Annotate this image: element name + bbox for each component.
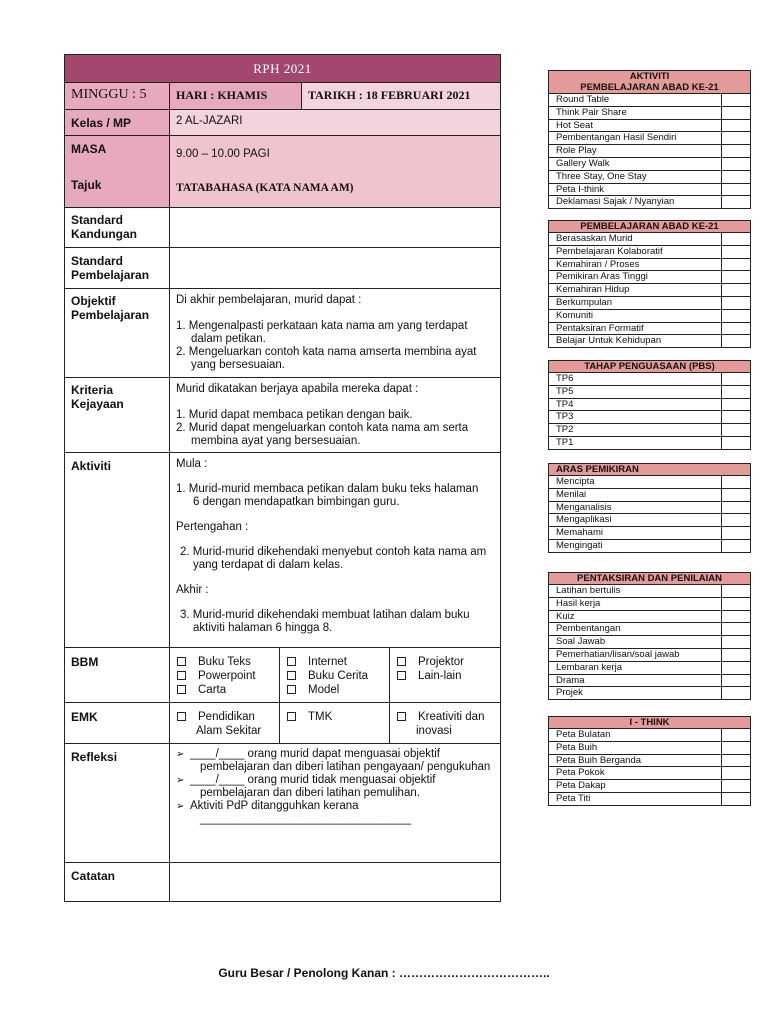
side-list-checkbox[interactable] — [722, 158, 750, 170]
refleksi-item: ➢ Aktiviti PdP ditangguhkan kerana — [176, 800, 359, 812]
side-list-checkbox[interactable] — [722, 623, 750, 635]
aktiviti-value — [169, 452, 501, 648]
refleksi-value — [169, 743, 501, 863]
side-list-label: Pembelajaran Kolaboratif — [549, 246, 722, 258]
side-list-row — [549, 527, 750, 540]
side-list-label: Round Table — [549, 94, 722, 106]
aktiviti-step: 1. Murid-murid membaca petikan dalam buku teks halaman — [176, 483, 479, 495]
emk-option-line2: Alam Sekitar — [196, 725, 262, 737]
side-list-label: Peta I-think — [549, 184, 722, 196]
sp-label-line1: Standard — [71, 254, 124, 268]
side-list-row — [549, 120, 750, 133]
side-list-row — [549, 271, 750, 284]
sk-value[interactable] — [169, 207, 501, 248]
sp-label — [64, 247, 170, 289]
side-list-label: Peta Buih — [549, 742, 722, 754]
arrow-icon: ➢ — [176, 775, 185, 786]
aktiviti-mula: Mula : — [176, 458, 208, 470]
side-list-label: Peta Buih Berganda — [549, 755, 722, 767]
side-list-row — [549, 755, 750, 768]
tajuk-value: TATABAHASA (KATA NAMA AM) — [176, 182, 354, 194]
side-list-label: TP4 — [549, 399, 722, 411]
side-list-label: TP3 — [549, 411, 722, 423]
masa-label: MASA — [71, 142, 107, 156]
side-list-checkbox[interactable] — [722, 649, 750, 661]
side-list-label: Kuiz — [549, 611, 722, 623]
refleksi-item-line2: pembelajaran dan diberi latihan pengayaan/ pengukuhan — [200, 761, 491, 773]
catatan-value[interactable] — [169, 862, 501, 902]
side-list-checkbox[interactable] — [722, 742, 750, 754]
bbm-col2 — [279, 647, 390, 703]
side-list-label: Deklamasi Sajak / Nyanyian — [549, 196, 722, 208]
objektif-intro: Di akhir pembelajaran, murid dapat : — [176, 294, 362, 306]
rph-form — [64, 54, 501, 902]
objektif-value — [169, 288, 501, 378]
side-list-row — [549, 399, 750, 412]
refleksi-item: ➢ ____/____ orang murid dapat menguasai objektif — [176, 748, 440, 760]
side-list-label: Kemahiran / Proses — [549, 259, 722, 271]
side-list-row — [549, 171, 750, 184]
side-list-row — [549, 386, 750, 399]
bbm-col1 — [169, 647, 280, 703]
side-list-checkbox[interactable] — [722, 729, 750, 741]
side-list-label: Mencipta — [549, 476, 722, 488]
side-list-label: Berkumpulan — [549, 297, 722, 309]
side-list-label: Menilai — [549, 489, 722, 501]
sk-label-line1: Standard — [71, 213, 124, 227]
side-list-label: Peta Dakap — [549, 780, 722, 792]
kriteria-label-line1: Kriteria — [71, 383, 114, 397]
side-list-label: Menganalisis — [549, 502, 722, 514]
footer-signature: Guru Besar / Penolong Kanan : ……………………………….. — [218, 966, 550, 980]
side-ithink-table — [548, 716, 751, 806]
side-list-row — [549, 310, 750, 323]
sk-label-line2: Kandungan — [71, 227, 137, 241]
masa-tajuk-value — [169, 135, 501, 208]
side-list-checkbox[interactable] — [722, 373, 750, 385]
catatan-label: Catatan — [64, 862, 170, 902]
kelas-value: 2 AL-JAZARI — [169, 109, 501, 136]
bbm-option[interactable]: Model — [287, 683, 339, 697]
side-list-label: Hot Seat — [549, 120, 722, 132]
side-aktiviti-title: AKTIVITI PEMBELAJARAN ABAD KE-21 — [549, 71, 750, 94]
bbm-option[interactable]: Lain-lain — [397, 669, 461, 683]
side-list-checkbox[interactable] — [722, 107, 750, 119]
side-list-row — [549, 94, 750, 107]
side-list-checkbox[interactable] — [722, 437, 750, 449]
objektif-label-line1: Objektif — [71, 294, 116, 308]
side-list-label: Projek — [549, 687, 722, 699]
side-list-checkbox[interactable] — [722, 386, 750, 398]
side-list-row — [549, 598, 750, 611]
minggu-cell: MINGGU : 5 — [64, 82, 170, 110]
side-list-row — [549, 373, 750, 386]
side-list-checkbox[interactable] — [722, 145, 750, 157]
side-list-label: Peta Bulatan — [549, 729, 722, 741]
side-list-label: Mengingati — [549, 540, 722, 552]
rph-title: RPH 2021 — [64, 54, 501, 83]
bbm-col3 — [389, 647, 501, 703]
side-list-checkbox[interactable] — [722, 246, 750, 258]
side-list-row — [549, 742, 750, 755]
bbm-option[interactable]: Buku Cerita — [287, 669, 368, 683]
side-list-checkbox[interactable] — [722, 335, 750, 347]
side-list-row — [549, 107, 750, 120]
side-list-checkbox[interactable] — [722, 598, 750, 610]
side-list-checkbox[interactable] — [722, 540, 750, 552]
side-list-row — [549, 687, 750, 699]
side-list-checkbox[interactable] — [722, 476, 750, 488]
objektif-item: 2. Mengeluarkan contoh kata nama amserta membina ayat — [176, 346, 477, 358]
side-list-row — [549, 649, 750, 662]
side-list-row — [549, 662, 750, 675]
masa-tajuk-label — [64, 135, 170, 208]
side-list-checkbox[interactable] — [722, 780, 750, 792]
side-list-checkbox[interactable] — [722, 310, 750, 322]
side-list-checkbox[interactable] — [722, 527, 750, 539]
side-list-row — [549, 335, 750, 347]
side-list-checkbox[interactable] — [722, 233, 750, 245]
emk-option[interactable]: Kreativiti dan — [397, 710, 484, 724]
side-aras-table — [548, 463, 751, 553]
side-list-label: Peta Pokok — [549, 767, 722, 779]
objektif-item: 1. Mengenalpasti perkataan kata nama am yang terdapat — [176, 320, 468, 332]
side-list-row — [549, 437, 750, 449]
kelas-label: Kelas / MP — [64, 109, 170, 136]
side-list-row — [549, 246, 750, 259]
side-list-label: TP2 — [549, 424, 722, 436]
aktiviti-step: aktiviti halaman 6 hingga 8. — [193, 622, 333, 634]
side-list-label: Drama — [549, 675, 722, 687]
side-list-checkbox[interactable] — [722, 297, 750, 309]
kriteria-label-line2: Kejayaan — [71, 397, 124, 411]
refleksi-label: Refleksi — [64, 743, 170, 863]
side-aras-title: ARAS PEMIKIRAN — [549, 464, 750, 476]
kriteria-intro: Murid dikatakan berjaya apabila mereka dapat : — [176, 383, 419, 395]
emk-label: EMK — [64, 702, 170, 744]
side-list-label: Pemerhatian/lisan/soal jawab — [549, 649, 722, 661]
side-list-row — [549, 636, 750, 649]
side-list-label: Peta Titi — [549, 793, 722, 805]
side-list-checkbox[interactable] — [722, 284, 750, 296]
side-list-row — [549, 793, 750, 805]
side-list-label: Berasaskan Murid — [549, 233, 722, 245]
side-list-label: Role Play — [549, 145, 722, 157]
side-list-row — [549, 145, 750, 158]
side-pentaksiran-title: PENTAKSIRAN DAN PENILAIAN — [549, 573, 750, 585]
side-list-checkbox[interactable] — [722, 675, 750, 687]
side-list-checkbox[interactable] — [722, 411, 750, 423]
objektif-item: dalam petikan. — [191, 333, 266, 345]
kriteria-value — [169, 377, 501, 453]
emk-option[interactable]: Pendidikan — [177, 710, 255, 724]
kriteria-item: 1. Murid dapat membaca petikan dengan baik. — [176, 409, 413, 421]
side-list-label: Pembentangan Hasil Sendiri — [549, 132, 722, 144]
side-list-checkbox[interactable] — [722, 196, 750, 208]
side-list-checkbox[interactable] — [722, 120, 750, 132]
side-list-row — [549, 158, 750, 171]
side-list-checkbox[interactable] — [722, 636, 750, 648]
side-list-row — [549, 540, 750, 552]
side-list-checkbox[interactable] — [722, 767, 750, 779]
side-list-label: Lembaran kerja — [549, 662, 722, 674]
tajuk-label: Tajuk — [71, 178, 102, 192]
side-list-checkbox[interactable] — [722, 132, 750, 144]
side-list-row — [549, 767, 750, 780]
side-list-label: Pentaksiran Formatif — [549, 323, 722, 335]
side-list-label: Mengaplikasi — [549, 514, 722, 526]
side-list-checkbox[interactable] — [722, 514, 750, 526]
side-list-label: Gallery Walk — [549, 158, 722, 170]
bbm-option[interactable]: Powerpoint — [177, 669, 256, 683]
side-list-label: Hasil kerja — [549, 598, 722, 610]
kriteria-label — [64, 377, 170, 453]
masa-value: 9.00 – 10.00 PAGI — [176, 148, 270, 160]
emk-col1 — [169, 702, 280, 744]
side-list-label: TP6 — [549, 373, 722, 385]
side-list-checkbox[interactable] — [722, 259, 750, 271]
emk-col3 — [389, 702, 501, 744]
side-list-checkbox[interactable] — [722, 94, 750, 106]
bbm-label: BBM — [64, 647, 170, 703]
side-list-label: TP5 — [549, 386, 722, 398]
side-list-checkbox[interactable] — [722, 611, 750, 623]
side-pbs-title: TAHAP PENGUASAAN (PBS) — [549, 361, 750, 373]
hari-cell: HARI : KHAMIS — [169, 82, 302, 110]
side-list-row — [549, 585, 750, 598]
side-list-row — [549, 514, 750, 527]
side-list-label: Three Stay, One Stay — [549, 171, 722, 183]
aktiviti-pertengahan: Pertengahan : — [176, 521, 249, 533]
side-list-checkbox[interactable] — [722, 793, 750, 805]
side-list-row — [549, 623, 750, 636]
objektif-label-line2: Pembelajaran — [71, 308, 150, 322]
bbm-option[interactable]: Buku Teks — [177, 655, 251, 669]
side-list-label: TP1 — [549, 437, 722, 449]
side-list-row — [549, 297, 750, 310]
aktiviti-step: 6 dengan mendapatkan bimbingan guru. — [193, 496, 400, 508]
side-list-checkbox[interactable] — [722, 399, 750, 411]
side-list-checkbox[interactable] — [722, 662, 750, 674]
objektif-label — [64, 288, 170, 378]
side-list-checkbox[interactable] — [722, 502, 750, 514]
emk-col2 — [279, 702, 390, 744]
side-list-label: Memahami — [549, 527, 722, 539]
tarikh-cell: TARIKH : 18 FEBRUARI 2021 — [301, 82, 501, 110]
sp-value[interactable] — [169, 247, 501, 289]
side-list-checkbox[interactable] — [722, 171, 750, 183]
side-list-row — [549, 184, 750, 197]
aktiviti-step: yang terdapat di dalam kelas. — [193, 559, 344, 571]
side-ithink-title: I - THINK — [549, 717, 750, 729]
side-list-checkbox[interactable] — [722, 184, 750, 196]
bbm-option[interactable]: Projektor — [397, 655, 464, 669]
side-list-checkbox[interactable] — [722, 585, 750, 597]
bbm-option[interactable]: Internet — [287, 655, 347, 669]
side-list-row — [549, 233, 750, 246]
side-list-row — [549, 502, 750, 515]
emk-option-line2: inovasi — [416, 725, 452, 737]
side-list-label: Pembentangan — [549, 623, 722, 635]
side-abad21-table — [548, 220, 751, 348]
objektif-item: yang bersesuaian. — [191, 359, 285, 371]
side-list-checkbox[interactable] — [722, 687, 750, 699]
side-list-checkbox[interactable] — [722, 755, 750, 767]
side-list-row — [549, 323, 750, 336]
side-list-checkbox[interactable] — [722, 424, 750, 436]
aktiviti-label: Aktiviti — [64, 452, 170, 648]
refleksi-item: ➢ ____/____ orang murid tidak menguasai objektif — [176, 774, 436, 786]
side-list-row — [549, 675, 750, 688]
side-list-row — [549, 284, 750, 297]
emk-option[interactable]: TMK — [287, 710, 332, 724]
side-pentaksiran-table — [548, 572, 751, 700]
side-list-row — [549, 476, 750, 489]
side-list-label: Komuniti — [549, 310, 722, 322]
side-aktiviti-table — [548, 70, 751, 209]
side-list-row — [549, 424, 750, 437]
aktiviti-akhir: Akhir : — [176, 584, 209, 596]
side-list-checkbox[interactable] — [722, 323, 750, 335]
sk-label — [64, 207, 170, 248]
refleksi-item-line2: pembelajaran dan diberi latihan pemulihan. — [200, 787, 420, 799]
side-list-row — [549, 729, 750, 742]
side-list-row — [549, 259, 750, 272]
side-list-label: Pemikiran Aras Tinggi — [549, 271, 722, 283]
side-list-row — [549, 411, 750, 424]
side-abad21-title: PEMBELAJARAN ABAD KE-21 — [549, 221, 750, 233]
side-list-label: Belajar Untuk Kehidupan — [549, 335, 722, 347]
side-list-row — [549, 611, 750, 624]
side-list-row — [549, 489, 750, 502]
arrow-icon: ➢ — [176, 749, 185, 760]
side-list-label: Soal Jawab — [549, 636, 722, 648]
aktiviti-step: 2. Murid-murid dikehendaki menyebut contoh kata nama am — [180, 546, 487, 558]
side-list-row — [549, 196, 750, 208]
kriteria-item: 2. Murid dapat mengeluarkan contoh kata nama am serta — [176, 422, 469, 434]
refleksi-item-line2: _________________________________ — [200, 813, 412, 825]
side-list-label: Think Pair Share — [549, 107, 722, 119]
side-list-row — [549, 132, 750, 145]
bbm-option[interactable]: Carta — [177, 683, 226, 697]
arrow-icon: ➢ — [176, 801, 185, 812]
side-list-row — [549, 780, 750, 793]
side-list-checkbox[interactable] — [722, 271, 750, 283]
sp-label-line2: Pembelajaran — [71, 268, 150, 282]
aktiviti-step: 3. Murid-murid dikehendaki membuat latihan dalam buku — [180, 609, 470, 621]
side-list-label: Kemahiran Hidup — [549, 284, 722, 296]
kriteria-item: membina ayat yang bersesuaian. — [191, 435, 361, 447]
side-pbs-table — [548, 360, 751, 450]
side-list-checkbox[interactable] — [722, 489, 750, 501]
side-list-label: Latihan bertulis — [549, 585, 722, 597]
